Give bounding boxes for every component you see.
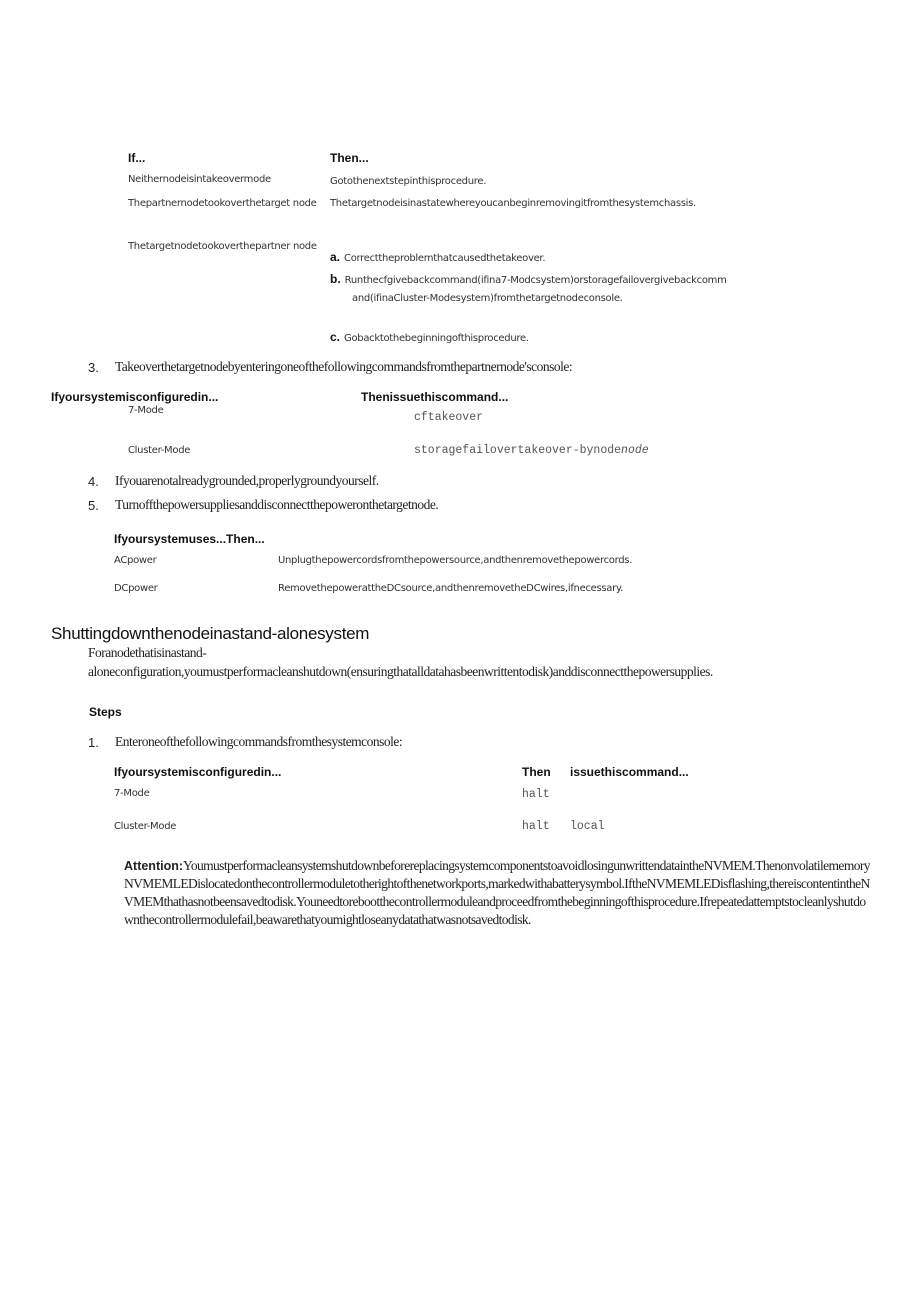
table2-row2-command-text: storagefailovertakeover-bynode bbox=[414, 444, 622, 457]
table1-header-then: Then... bbox=[330, 151, 369, 165]
table1-row1-then: Gotothenextstepinthisprocedure. bbox=[330, 176, 487, 187]
table1-row3-if: Thetargetnodetookoverthepartner node bbox=[128, 241, 317, 252]
substep-a-marker: a. bbox=[330, 250, 341, 264]
step5-number: 5. bbox=[88, 498, 99, 513]
table3-row1-action: Unplugthepowercordsfromthepowersource,andthenremovethepowercords. bbox=[278, 555, 633, 566]
table2-header-then: Thenissuethiscommand... bbox=[361, 390, 509, 404]
table1-row2-then: Thetargetnodeisinastatewhereyoucanbeginremovingitfromthesystemchassis. bbox=[330, 198, 696, 209]
step1-number: 1. bbox=[88, 735, 99, 750]
table4-row2-mode: Cluster-Mode bbox=[114, 821, 177, 832]
table2-row1-mode: 7-Mode bbox=[128, 405, 164, 416]
table3-row2-power: DCpower bbox=[114, 583, 158, 594]
substep-b-marker: b. bbox=[330, 272, 341, 286]
table3-row1-power: ACpower bbox=[114, 555, 157, 566]
attention-label: Attention: bbox=[124, 859, 184, 873]
section-intro-line2: aloneconfiguration,youmustperformacleanshutdown(ensuringthatalldatahasbeenwrittentodisk)anddisconnectthepowersupplies. bbox=[88, 664, 713, 679]
table2-row2-command-arg: node bbox=[621, 444, 649, 457]
step1-text: Enteroneofthefollowingcommandsfromthesystemconsole: bbox=[115, 734, 403, 749]
table1-row1-if: Neithernodeisintakeovermode bbox=[128, 174, 271, 185]
section-intro-line1: Foranodethatisinastand- bbox=[88, 645, 207, 660]
step3-text: Takeoverthetargetnodebyenteringoneofthefollowingcommandsfromthepartnernode'sconsole: bbox=[115, 359, 573, 374]
table2-row1-command: cftakeover bbox=[414, 411, 484, 424]
table1-row2-if: Thepartnernodetookoverthetarget node bbox=[128, 198, 317, 209]
table4-header-then: Then bbox=[522, 765, 551, 779]
table4-row1-mode: 7-Mode bbox=[114, 788, 150, 799]
table2-row2-mode: Cluster-Mode bbox=[128, 445, 191, 456]
table1-row3-then-substeps bbox=[330, 243, 750, 344]
substep-a bbox=[330, 248, 545, 266]
table4-row2-cmd1: halt bbox=[522, 820, 550, 833]
substep-a-text: Correcttheproblemthatcausedthetakeover. bbox=[344, 253, 546, 264]
step4-text: Ifyouarenotalreadygrounded,properlygroundyourself. bbox=[115, 473, 379, 488]
substep-c-marker: c. bbox=[330, 330, 341, 344]
step4-number: 4. bbox=[88, 474, 99, 489]
table4-row1-cmd1: halt bbox=[522, 788, 550, 801]
table3-row2-action: RemovethepowerattheDCsource,andthenremovetheDCwires,ifnecessary. bbox=[278, 583, 624, 594]
substep-b-text: Runthecfgivebackcommand(ifina7-Modcsystem)orstoragefailovergivebackcommand(ifinaCluster-Modesystem)fromthetargetnodeconsole. bbox=[344, 275, 727, 304]
table1-header-if: If... bbox=[128, 151, 146, 165]
attention-text: YoumustperformacleansystemshutdownbeforereplacingsystemcomponentstoavoidlosingunwrittendataintheNVMEM.ThenonvolatilememoryNVMEMLEDislocatedonthecontrollermoduletotherightofthenetworkports,markedwithabatterysymbol.IftheNVMEMLEDisflashing,thereiscontentintheNVMEMthathasnotbeensavedtodisk.Youneedtorebootthecontrollermoduleandproceedfromthebeginningofthisprocedure.Ifrepeatedattemptstocleanlyshutdownthecontrollermodulefail,beawarethatyoumightloseanydatathatwasnotsavedtodisk. bbox=[124, 858, 870, 927]
table4-header-cmd: issuethiscommand... bbox=[570, 765, 689, 779]
table2-row2-command bbox=[414, 444, 649, 457]
substep-b bbox=[330, 271, 732, 307]
table4-header-if: Ifyoursystemisconfiguredin... bbox=[114, 765, 282, 779]
substep-c bbox=[330, 328, 529, 346]
step5-text: Turnoffthepowersuppliesanddisconnectthepoweronthetargetnode. bbox=[115, 497, 439, 512]
table2-header-if: Ifyoursystemisconfiguredin... bbox=[51, 390, 219, 404]
attention-note bbox=[124, 857, 870, 929]
table4-row2-cmd2: local bbox=[570, 820, 605, 833]
table3-header: Ifyoursystemuses...Then... bbox=[114, 532, 265, 546]
substep-c-text: Gobacktothebeginningofthisprocedure. bbox=[344, 333, 529, 344]
step3-number: 3. bbox=[88, 360, 99, 375]
section-title: Shuttingdownthenodeinastand-alonesystem bbox=[51, 624, 370, 643]
steps-label: Steps bbox=[89, 705, 122, 719]
